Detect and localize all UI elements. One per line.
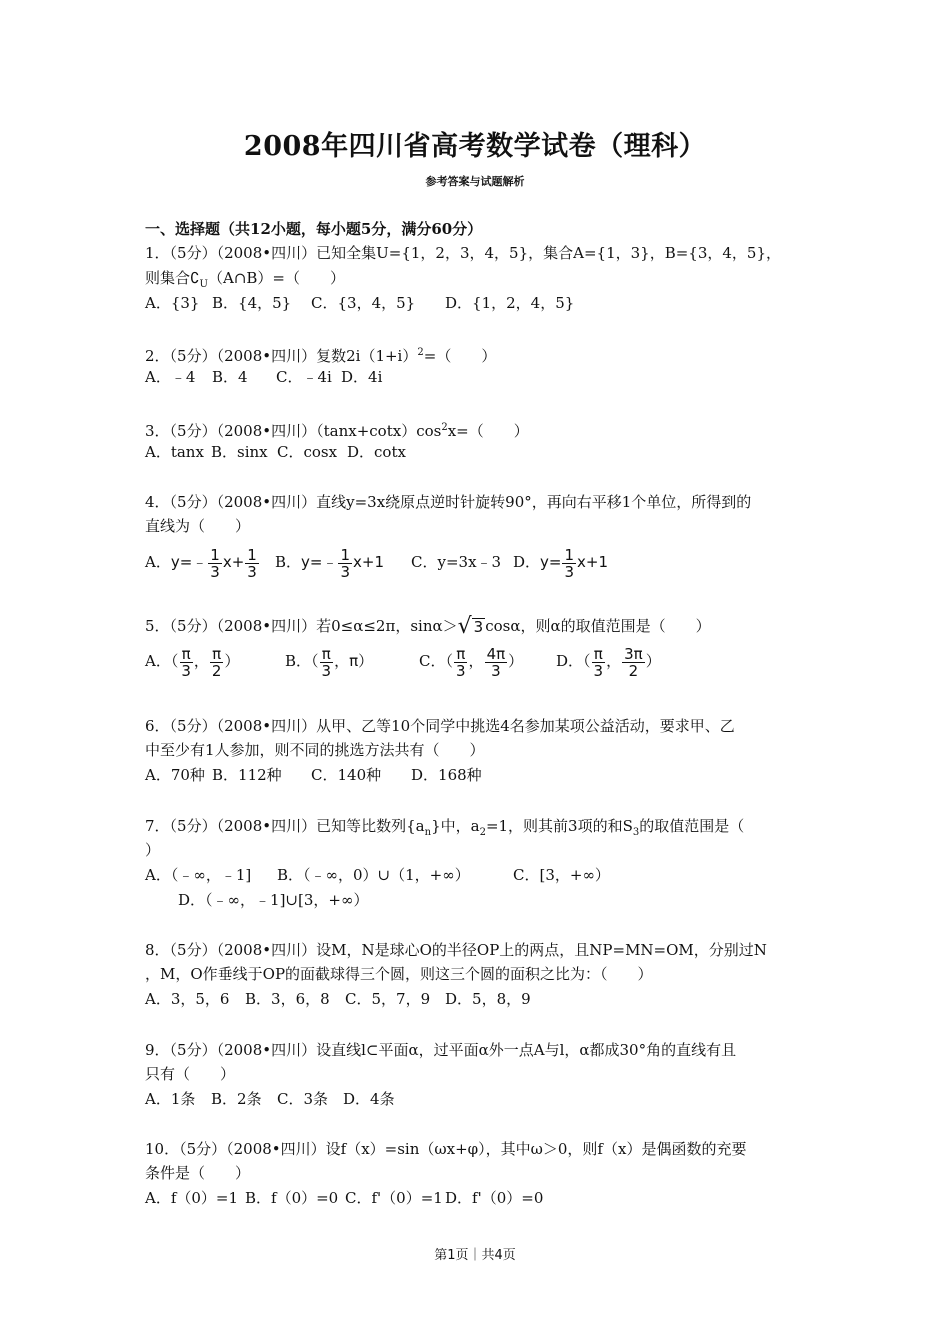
option-d: D．cotx [347, 443, 406, 461]
option-b: B．（﹣∞，0）∪（1，+∞） [277, 866, 470, 884]
fraction-one-third: $\frac{1}{3}$ [247, 545, 257, 581]
q10-options [145, 1188, 543, 1208]
option-a: A．（ $\frac{\pi}{3}$ ， $\frac{\pi}{2}$ ） [145, 644, 240, 680]
option-c: C．y=3x﹣3 [411, 553, 502, 571]
option-c: C．﹣4i [276, 368, 332, 386]
option-c: C．140种 [311, 766, 382, 784]
option-d: D．4条 [343, 1090, 395, 1108]
q7-stem-line1: 7．（5分）（2008•四川）已知等比数列$\{a_n\}$中，$a_2=1$，则其前3项的和$S_3$的取值范围是（ [145, 817, 745, 838]
option-b: B．（ $\frac{\pi}{3}$ ，π） [285, 644, 374, 680]
q7-stem-line2: ） [145, 841, 161, 859]
q2-options [145, 367, 382, 387]
q5-options [145, 643, 661, 679]
option-a: A．tanx [145, 443, 204, 461]
q9-options [145, 1089, 395, 1109]
option-a: A．3，5，6 [145, 990, 230, 1008]
section-heading: 一、选择题（共12小题，每小题5分，满分60分） [145, 220, 483, 238]
option-c: C．5，7，9 [345, 990, 431, 1008]
option-c: C．3条 [277, 1090, 329, 1108]
option-a: A．f（0）=1 [145, 1189, 239, 1207]
option-c: C．{3，4，5} [311, 294, 416, 312]
page-footer: 第1页｜共4页 [434, 1248, 516, 1263]
q5-stem: 5．（5分）（2008•四川）若0≤α≤2π，sinα＞ √ 3 cosα，则α的取值范围是（ ） [145, 614, 711, 639]
q6-stem-line2: 中至少有1人参加，则不同的挑选方法共有（ ） [145, 741, 485, 759]
page-title: 2008年四川省高考数学试卷（理科） [243, 131, 707, 162]
q4-stem-line1: 4．（5分）（2008•四川）直线y=3x绕原点逆时针旋转90°，再向右平移1个单位，所得到的 [145, 493, 752, 511]
q2-stem: 2．（5分）（2008•四川）复数$2i(1+i)^2=$（ ） [145, 347, 497, 365]
page-subtitle: 参考答案与试题解析 [425, 175, 525, 188]
option-d: D．（ $\frac{\pi}{3}$ ， $\frac{3\pi}{2}$ ） [556, 644, 661, 680]
q9-stem-line1: 9．（5分）（2008•四川）设直线l⊂平面α，过平面α外一点A与l，α都成30°角的直线有且 [145, 1041, 737, 1059]
option-b: B．f（0）=0 [245, 1189, 339, 1207]
option-d: D．5，8，9 [445, 990, 531, 1008]
option-b: B．4 [212, 368, 248, 386]
option-b: B．2条 [211, 1090, 262, 1108]
option-d: D．4i [341, 368, 383, 386]
q9-stem-line2: 只有（ ） [145, 1065, 236, 1083]
option-d: D．{1，2，4，5} [445, 294, 575, 312]
q10-stem-line2: 条件是（ ） [145, 1164, 251, 1182]
fraction-one-third: $\frac{1}{3}$ [210, 545, 220, 581]
option-c: C．f'（0）=1 [345, 1189, 443, 1207]
q8-stem-line1: 8．（5分）（2008•四川）设M，N是球心O的半径OP上的两点，且NP=MN=OM，分别过N [145, 941, 767, 959]
option-a: A．70种 [145, 766, 205, 784]
option-d: D．168种 [411, 766, 482, 784]
option-a: A．﹣4 [145, 368, 196, 386]
q1-stem-line2: 则集合$∁_U(A\cap B)=$（ ） [145, 269, 345, 290]
q6-stem-line1: 6．（5分）（2008•四川）从甲、乙等10个同学中挑选4名参加某项公益活动，要求甲、乙 [145, 717, 735, 735]
q7-options-row2 [178, 890, 368, 910]
option-c: C．（ $\frac{\pi}{3}$ ， $\frac{4\pi}{3}$ ） [419, 644, 524, 680]
option-b: B．{4，5} [212, 294, 292, 312]
q4-stem-line2: 直线为（ ） [145, 517, 251, 535]
q1-stem-line1: 1．（5分）（2008•四川）已知全集U={1，2，3，4，5}，集合A={1，3}，B={3，4，5}， [145, 244, 782, 262]
option-d: D．（﹣∞，﹣1]∪[3，+∞） [178, 891, 369, 909]
fraction-one-third: $\frac{1}{3}$ [340, 545, 351, 581]
option-a: A．1条 [145, 1090, 196, 1108]
q3-options [145, 442, 406, 462]
option-d: D．y= $\frac{1}{3}$ x+1 [513, 545, 609, 581]
q3-stem: 3．（5分）（2008•四川）$(\tan x+\cot x)\cos^2x=$（ ） [145, 422, 529, 440]
fraction-one-third: $\frac{1}{3}$ [564, 545, 575, 581]
option-d: D．f'（0）=0 [445, 1189, 544, 1207]
option-c: C．cosx [277, 443, 338, 461]
option-a: A．y=﹣ $\frac{1}{3}$ x+ $\frac{1}{3}$ [145, 545, 257, 581]
option-a: A．{3} [145, 294, 200, 312]
q6-options [145, 765, 482, 785]
q8-stem-line2: ，M，O作垂线于OP的面截球得三个圆，则这三个圆的面积之比为：（ ） [145, 965, 653, 983]
option-b: B．sinx [211, 443, 268, 461]
option-b: B．112种 [212, 766, 282, 784]
q7-options-row1 [145, 865, 610, 885]
q1-options [145, 293, 574, 313]
option-c: C．[3，+∞） [513, 866, 610, 884]
q8-options [145, 989, 531, 1009]
q10-stem-line1: 10．（5分）（2008•四川）设f（x）=sin（ωx+φ），其中ω＞0，则f（x）是偶函数的充要 [145, 1140, 747, 1158]
sqrt-three: √ 3 [457, 614, 484, 639]
option-a: A．（﹣∞，﹣1] [145, 866, 252, 884]
option-b: B．3，6，8 [245, 990, 330, 1008]
q4-options [145, 545, 608, 580]
option-b: B．y=﹣ $\frac{1}{3}$ x+1 [275, 545, 385, 581]
